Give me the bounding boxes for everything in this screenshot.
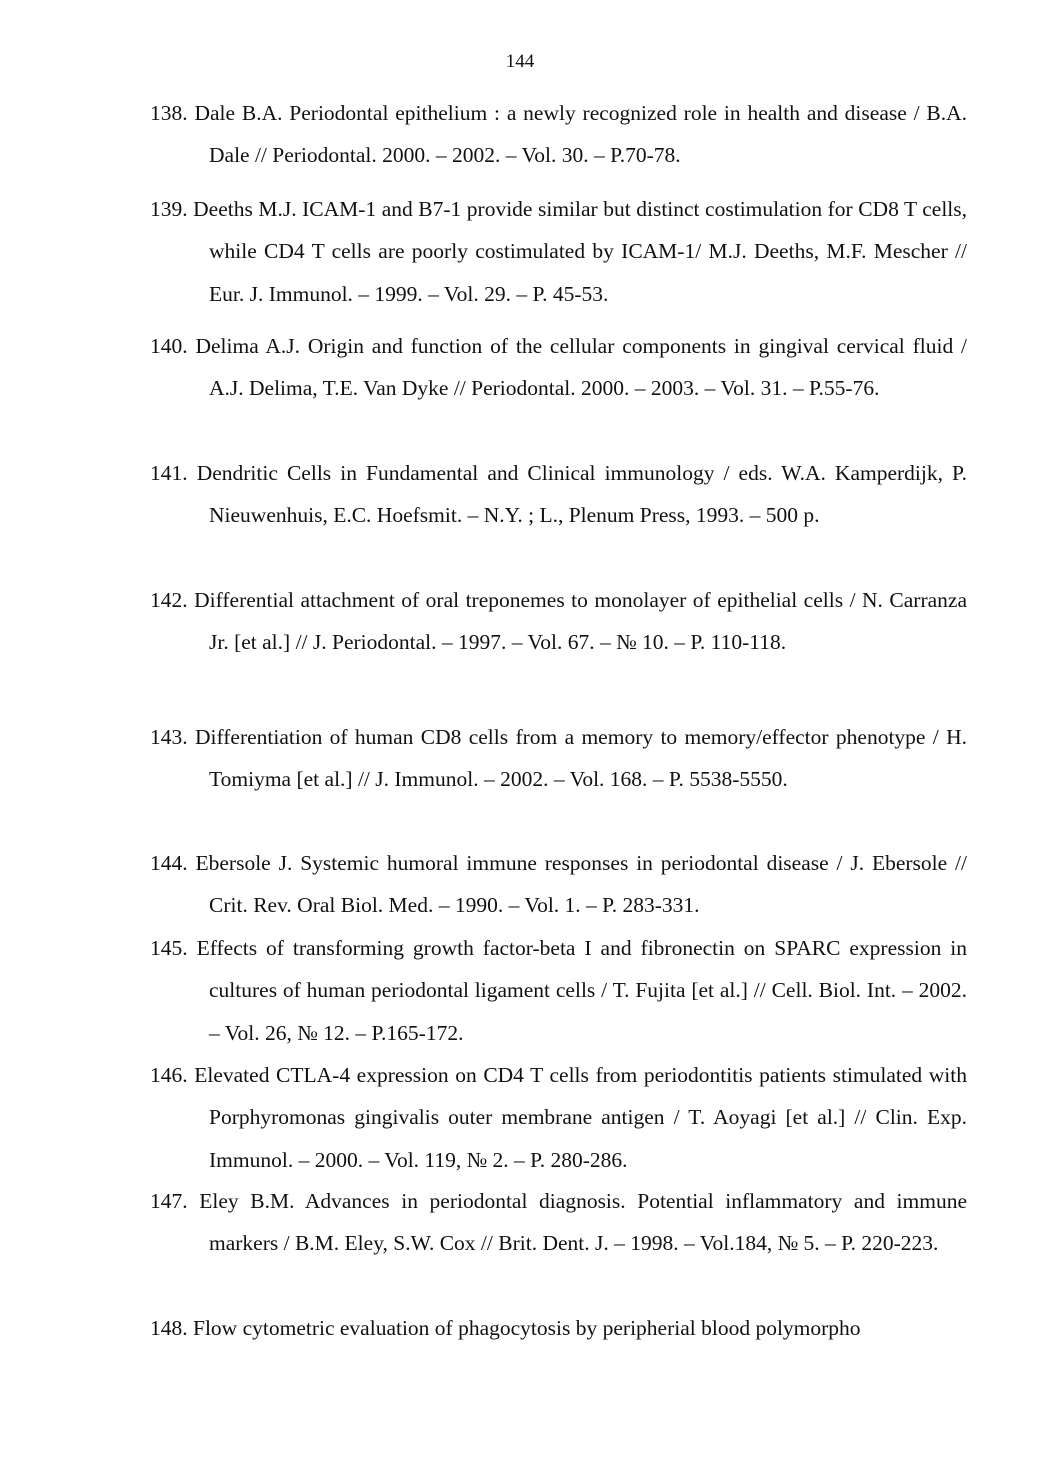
reference-text: Flow cytometric evaluation of phagocytosis by peripherial blood polymorpho xyxy=(193,1316,861,1340)
reference-text: Deeths M.J. ICAM-1 and B7-1 provide similar but distinct costimulation for CD8 T cells, while CD4 T cells are poorly costimulated by ICAM-1/ M.J. Deeths, M.F. Mescher // Eur. J. Immunol. – 1999. – Vol. 29. – P. 45-53. xyxy=(193,197,968,306)
reference-item xyxy=(150,1054,967,1181)
reference-text: Differential attachment of oral treponemes to monolayer of epithelial cells / N. Carranza Jr. [et al.] // J. Periodontal. – 1997. – Vol. 67. – № 10. – P. 110-118. xyxy=(194,588,967,655)
reference-item xyxy=(150,579,967,664)
reference-number: 145. xyxy=(150,936,188,960)
reference-text: Ebersole J. Systemic humoral immune responses in periodontal disease / J. Ebersole // Crit. Rev. Oral Biol. Med. – 1990. – Vol. 1. – P. 283-331. xyxy=(195,851,968,918)
reference-number: 143. xyxy=(150,725,188,749)
reference-item xyxy=(150,842,967,927)
reference-text: Elevated CTLA-4 expression on CD4 T cells from periodontitis patients stimulated with Porphyromonas gingivalis outer membrane antigen / T. Aoyagi [et al.] // Clin. Exp. Immunol. – 2000. – Vol. 119, № 2. – P. 280-286. xyxy=(194,1063,967,1172)
reference-number: 139. xyxy=(150,197,188,221)
reference-number: 148. xyxy=(150,1316,188,1340)
reference-item xyxy=(150,1307,967,1349)
reference-text: Dale B.A. Periodontal epithelium : a newly recognized role in health and disease / B.A. Dale // Periodontal. 2000. – 2002. – Vol. 30. – P.70-78. xyxy=(194,101,967,168)
reference-text: Dendritic Cells in Fundamental and Clinical immunology / eds. W.A. Kamperdijk, P. Nieuwenhuis, E.C. Hoefsmit. – N.Y. ; L., Plenum Press, 1993. – 500 p. xyxy=(196,461,968,528)
reference-number: 142. xyxy=(150,588,188,612)
reference-item xyxy=(150,188,967,315)
reference-item xyxy=(150,92,967,177)
reference-item xyxy=(150,452,967,537)
reference-text: Eley B.M. Advances in periodontal diagnosis. Potential inflammatory and immune markers / B.M. Eley, S.W. Cox // Brit. Dent. J. – 1998. – Vol.184, № 5. – P. 220-223. xyxy=(199,1189,967,1256)
reference-item xyxy=(150,1180,967,1265)
reference-text: Effects of transforming growth factor-beta I and fibronectin on SPARC expression in cultures of human periodontal ligament cells / T. Fujita [et al.] // Cell. Biol. Int. – 2002. – Vol. 26, № 12. – P.165-172. xyxy=(196,936,968,1045)
page-number: 144 xyxy=(505,51,535,72)
reference-number: 146. xyxy=(150,1063,188,1087)
reference-text: Differentiation of human CD8 cells from a memory to memory/effector phenotype / H. Tomiyma [et al.] // J. Immunol. – 2002. – Vol. 168. – P. 5538-5550. xyxy=(194,725,968,792)
reference-number: 141. xyxy=(150,461,188,485)
reference-item xyxy=(150,927,967,1054)
reference-number: 140. xyxy=(150,334,188,358)
reference-number: 144. xyxy=(150,851,188,875)
reference-number: 147. xyxy=(150,1189,188,1213)
reference-number: 138. xyxy=(150,101,188,125)
reference-text: Delima A.J. Origin and function of the cellular components in gingival cervical fluid / A.J. Delima, T.E. Van Dyke // Periodontal. 2000. – 2003. – Vol. 31. – P.55-76. xyxy=(195,334,967,401)
reference-item xyxy=(150,325,967,410)
reference-item xyxy=(150,716,967,801)
